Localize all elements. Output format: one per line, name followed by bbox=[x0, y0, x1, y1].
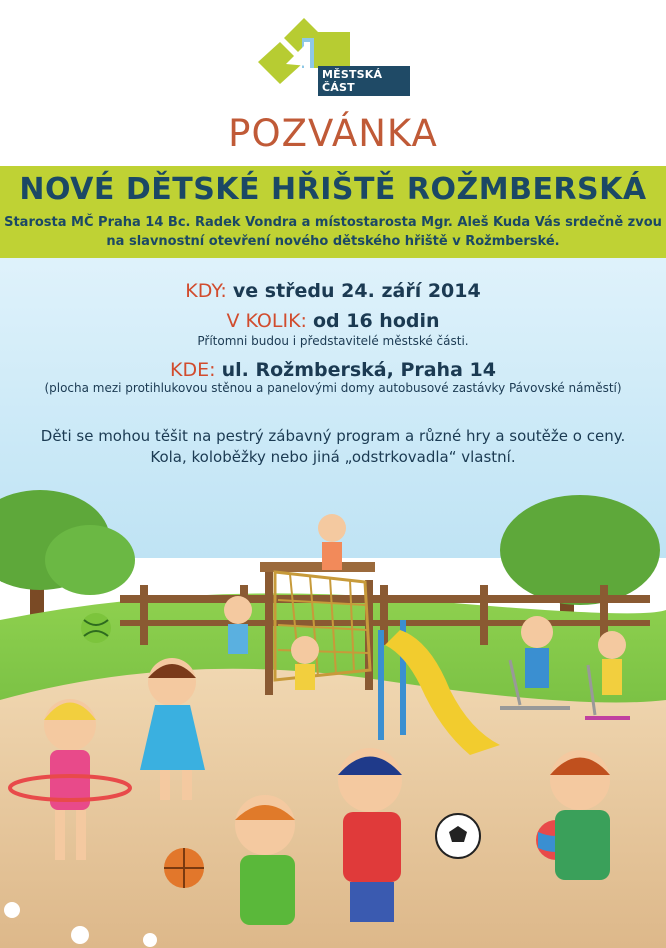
invitation-line-1: Starosta MČ Praha 14 Bc. Radek Vondra a místostarosta Mgr. Aleš Kuda Vás srdečně zvou bbox=[4, 215, 662, 230]
where-row bbox=[0, 359, 666, 381]
when-value: ve středu 24. září 2014 bbox=[232, 280, 481, 302]
when-row bbox=[0, 280, 666, 302]
event-heading: NOVÉ DĚTSKÉ HŘIŠTĚ ROŽMBERSKÁ bbox=[19, 172, 647, 207]
program-line-2: Kola, koloběžky nebo jiná „odstrkovadla“ vlastní. bbox=[150, 448, 516, 466]
logo-line-2: PRAHA 14 bbox=[322, 94, 386, 107]
when-label: KDY: bbox=[185, 280, 227, 302]
invitation-line-2: na slavnostní otevření nového dětského hřiště v Rožmberské. bbox=[106, 234, 560, 249]
green-ball bbox=[81, 613, 111, 643]
soccer-ball bbox=[436, 814, 480, 858]
logo-text bbox=[318, 66, 410, 107]
time-row bbox=[0, 310, 666, 332]
page-title: POZVÁNKA bbox=[228, 112, 438, 155]
location-note: (plocha mezi protihlukovou stěnou a panelovými domy autobusové zastávky Pávovské náměstí) bbox=[44, 381, 622, 395]
logo-line-1: MĚSTSKÁ ČÁST bbox=[322, 68, 383, 94]
time-label: V KOLIK: bbox=[226, 310, 307, 332]
program-line-1: Děti se mohou těšit na pestrý zábavný program a různé hry a soutěže o ceny. bbox=[40, 427, 626, 445]
child-boy-green-shirt bbox=[235, 795, 295, 925]
child-boy-beach-ball bbox=[550, 750, 610, 880]
attendance-note: Přítomni budou i představitelé městské části. bbox=[197, 334, 469, 348]
where-label: KDE: bbox=[170, 359, 216, 381]
program-text bbox=[0, 426, 666, 468]
time-value: od 16 hodin bbox=[312, 310, 440, 332]
basketball bbox=[164, 848, 204, 888]
invitation-text bbox=[0, 213, 666, 251]
playground-illustration bbox=[0, 470, 666, 948]
where-value: ul. Rožmberská, Praha 14 bbox=[221, 359, 496, 381]
